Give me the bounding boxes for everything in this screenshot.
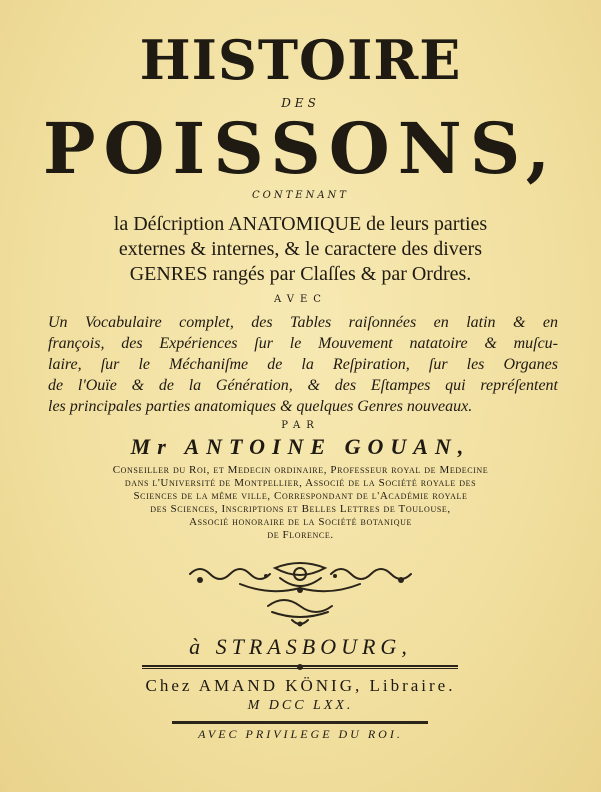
place-of-publication: à STRASBOURG, — [189, 634, 412, 659]
avec-label: AVEC — [274, 294, 327, 305]
author-titles — [44, 464, 557, 542]
publisher: Chez AMAND KÖNIG, Libraire. — [145, 676, 456, 695]
author-name: Mr ANTOINE GOUAN, — [130, 434, 471, 459]
publication-date: M DCC LXX. — [247, 698, 354, 713]
decorative-rule — [142, 664, 458, 670]
author-title-line: de Florence. — [267, 529, 334, 541]
title-histoire: HISTOIRE — [139, 28, 462, 92]
author-title-line: dans l'Université de Montpellier, Associé de la Société royale des — [124, 477, 477, 489]
vocabulary-line: de l'Ouïe & de la Génération, & des Eſtampes qui repréſentent — [48, 377, 558, 394]
vocabulary-line: françois, des Expériences ſur le Mouvement natatoire & muſcu- — [48, 335, 558, 352]
author-title-line: des Sciences, Inscriptions et Belles Lettres de Toulouse, — [150, 503, 451, 515]
vocabulary-line: laire, ſur le Méchaniſme de la Reſpiration, ſur les Organes — [48, 356, 558, 373]
author-title-line: Associé honoraire de la Société botanique — [189, 516, 412, 528]
description-block — [0, 212, 601, 287]
author-title-line: Conseiller du Roi, et Medecin ordinaire, Professeur royal de Medecine — [112, 464, 489, 476]
description-line: GENRES rangés par Claſſes & par Ordres. — [129, 263, 472, 285]
vocabulary-line: Un Vocabulaire complet, des Tables raiſonnées en latin & en — [48, 314, 558, 331]
vocabulary-paragraph — [48, 312, 558, 417]
vocabulary-line: les principales parties anatomiques & quelques Genres nouveaux. — [48, 398, 473, 415]
author-title-line: Sciences de la même ville, Correspondant de l'Académie royale — [133, 490, 468, 502]
title-poissons: POISSONS, — [42, 107, 559, 190]
title-des: DES — [281, 96, 320, 110]
privilege-line: AVEC PRIVILEGE DU ROI. — [198, 727, 403, 741]
description-line: externes & internes, & le caractere des divers — [118, 238, 483, 260]
rule-divider — [172, 721, 428, 724]
ornament-icon — [180, 560, 421, 630]
description-line: la Déſcription ANATOMIQUE de leurs parties — [113, 213, 488, 235]
par-label: PAR — [281, 420, 320, 431]
contenant-label: CONTENANT — [252, 190, 349, 201]
